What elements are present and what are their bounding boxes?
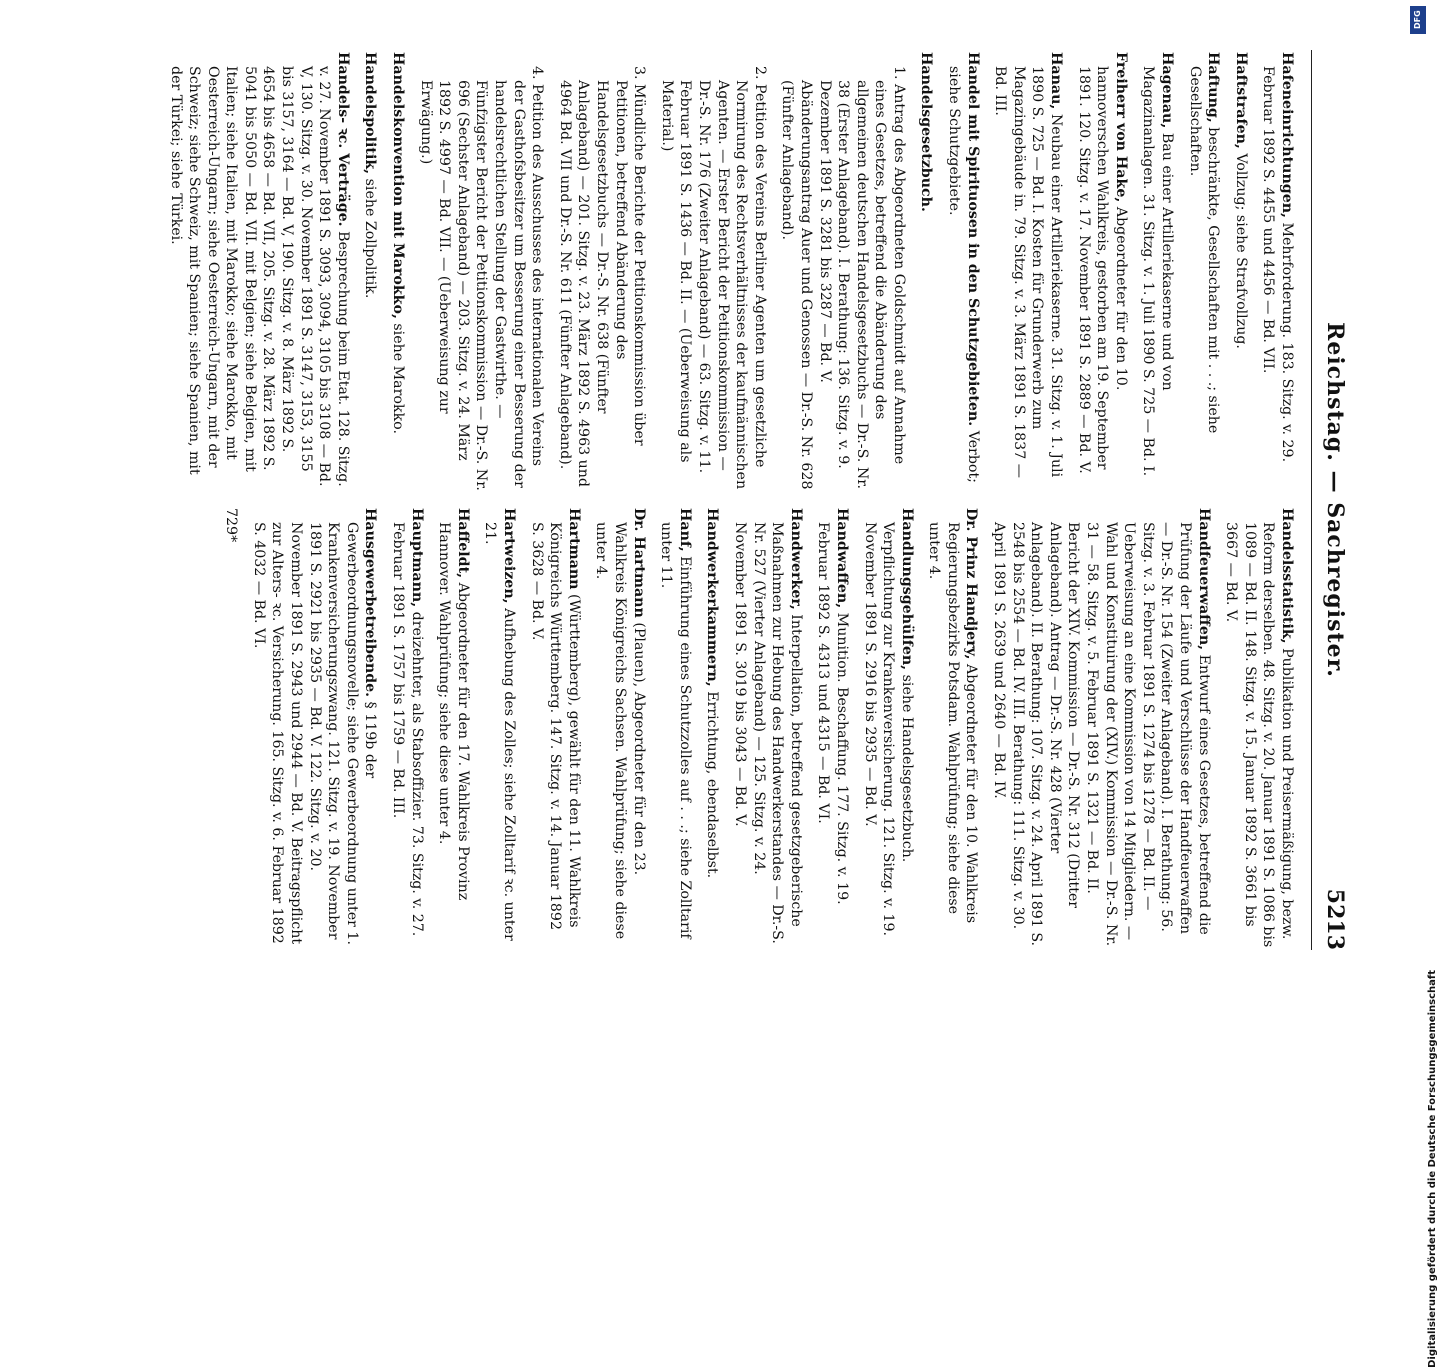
index-entry — [249, 508, 379, 948]
entry-text: Entwurf eines Gesetzes, betreffend die Prüfung der Läufe und Verschlüsse der Handfeuerwaffen — Dr.-S. Nr. 154 (Zweiter Anlageband). I. Berathung: 56. Sitzg. v. 3. Februar 1891 S. 1274 bis 1278 — Bd. II. — Ueberweisung an eine Kommission von 14 Mitgliedern. — Wahl und Konstituirung der (XIV.) Kommission — Dr.-S. Nr. 31 — 58. Sitzg. v. 5. Februar 1891 S. 1321 — Bd. II. Bericht der XIV. Kommission — Dr.-S. Nr. 312 (Dritter Anlageband). Antrag — Dr.-S. Nr. 428 (Vierter Anlageband). II. Berathung: 107. Sitzg. v. 24. April 1891 S. 2548 bis 2554 — Bd. IV. III. Berathung: 111. Sitzg. v. 30. April 1891 S. 2639 und 2640 — Bd. IV. — [991, 522, 1212, 947]
index-entry — [1222, 508, 1296, 948]
entry-keyword: Hanau, — [1048, 52, 1065, 110]
index-entry — [166, 52, 352, 492]
entry-keyword: Handelsgesetzbuch. — [918, 52, 935, 212]
entry-keyword: Hagenau, — [1159, 52, 1176, 129]
entry-keyword: Handlungsgehülfen, — [898, 508, 915, 671]
entry-keyword: Handwerker, — [787, 508, 804, 610]
digitization-note-text: Digitalisierung gefördert durch die Deutsche Forschungsgemeinschaft — [1427, 970, 1438, 1368]
index-entry — [222, 508, 241, 948]
index-entry — [860, 508, 916, 948]
index-entry — [1074, 52, 1130, 492]
index-entry — [435, 508, 472, 948]
entry-text: 1. Antrag des Abgeordneten Goldschmidt auf Annahme eines Gesetzes, betreffend die Abänderung des allgemeinen deutschen Handelsgesetzbuchs — Dr.-S. Nr. 38 (Erster Anlageband). I. Berathung: 136. Sitzg. v. 9. Dezember 1891 S. 3281 bis 3287 — Bd. V. Abänderungsantrag Auer und Genossen — Dr.-S. Nr. 628 (Fünfter Anlageband). — [779, 66, 907, 490]
index-entry — [388, 52, 407, 492]
entry-text: siehe Zollpolitik. — [362, 174, 379, 299]
index-entry — [1185, 52, 1222, 492]
index-entry — [657, 508, 694, 948]
entry-keyword: Handels- ꝛc. Verträge. — [334, 52, 351, 227]
index-entry — [555, 66, 648, 492]
entry-text: Abgeordneter für den 17. Wahlkreis Provinz Hannover. Wahlprüfung; siehe diese unter 4. — [436, 522, 471, 901]
entry-text: Besprechung beim Etat. 128. Sitzg. v. 27. November 1891 S. 3093, 3094, 3105 bis 3108 — Bd. V, 130. Sitzg. v. 30. November 1891 S. 3147, 3153, 3155 bis 3157, 3164 — Bd. V, 190. Sitzg. v. 8. März 1892 S. 4654 bis 4658 — Bd. VII, 205. Sitzg. v. 28. März 1892 S. 5041 bis 5050 — Bd. VII. mit Belgien; siehe Belgien, mit Italien; siehe Italien, mit Marokko; siehe Marokko, mit Oesterreich-Ungarn; siehe Oesterreich-Ungarn, mit der Schweiz; siehe Schweiz, mit Spanien; siehe Spanien, mit der Türkei; siehe Türkei. — [167, 66, 351, 487]
index-entry — [416, 66, 546, 492]
index-entry — [925, 508, 981, 948]
entry-text: Aufhebung des Zolles; siehe Zolltarif ꝛc. unter 21. — [482, 522, 518, 941]
index-entry — [361, 52, 380, 492]
entry-text: Vollzug; siehe Strafvollzug. — [1232, 148, 1249, 349]
entry-text: Errichtung, ebendaselbst. — [704, 686, 721, 879]
left-column — [157, 52, 1296, 492]
entry-keyword: Handelskonvention mit Marokko, — [390, 52, 407, 319]
page-number: 5213 — [1322, 888, 1348, 950]
entry-keyword: Hauptmann, — [408, 508, 425, 608]
entry-text: 4. Petition des Ausschusses des internationalen Vereins der Gasthofsbesitzer um Besserung einer Besserung der handelsrechtlichen Stellung der Gastwirthe. — Fünfzigster Bericht der Petitionskommission — Dr.-S. Nr. 696 (Sechster Anlageband) — 203. Sitzg. v. 24. März 1892 S. 4997 — Bd. VII. — (Ueberweisung zur Erwägung.) — [417, 66, 546, 491]
entry-keyword: Hanf, — [676, 508, 693, 552]
index-entry — [991, 52, 1065, 492]
index-entry — [703, 508, 722, 948]
entry-text: siehe Marokko. — [390, 318, 407, 434]
entry-keyword: Hartweizen, — [501, 508, 518, 604]
entry-keyword: Dr. Hartmann — [630, 508, 647, 618]
index-entry — [1139, 52, 1176, 492]
entry-text: dreizehnter, als Stabsoffizier. 73. Sitzg. v. 27. Februar 1891 S. 1757 bis 1759 — Bd. III. — [390, 522, 425, 937]
entry-text: Bau einer Artilleriekaserne und von Magazinanlagen. 31. Sitzg. v. 1. Juli 1890 S. 725 — Bd. I. — [1140, 66, 1176, 477]
entry-text: Mehrforderung. 183. Sitzg. v. 29. Februar 1892 S. 4455 und 4456 — Bd. VII. — [1260, 66, 1295, 463]
entry-keyword: Hausgewerbetreibende. — [362, 508, 379, 698]
index-entry — [990, 508, 1213, 948]
entry-text: Abgeordneter für den 10. Wahlkreis Regierungsbezirks Potsdam. Wahlprüfung; siehe diese unter 4. — [926, 522, 980, 924]
page-title: Reichstag. — Sachregister. — [1322, 322, 1348, 678]
index-entry — [388, 508, 425, 948]
index-entry — [917, 52, 936, 492]
dfg-logo: DFG — [1410, 6, 1426, 34]
entry-text: Verbot; siehe Schutzgebiete. — [946, 66, 981, 483]
entry-text: Abgeordneter für den 10. hannoverschen Wahlkreis, gestorben am 19. September 1891. 120. Sitzg. v. 17. November 1891 S. 2889 — Bd. V. — [1075, 66, 1129, 474]
entry-keyword: Handfeuerwaffen, — [1195, 508, 1212, 651]
entry-keyword: Haftstrafen, — [1232, 52, 1249, 149]
entry-keyword: Dr. Prinz Handjery, — [963, 508, 980, 660]
index-entry — [730, 508, 804, 948]
entry-keyword: Handelspolitik, — [362, 52, 379, 175]
entry-keyword: Handwerkerkammern, — [704, 508, 721, 687]
right-column — [213, 508, 1296, 948]
header-rule — [1311, 50, 1312, 950]
index-entry — [778, 66, 908, 492]
entry-text: § 119b der Gewerbeordnungsnovelle; siehe Gewerbeordnung unter 1. Krankenversicherungszwang. 121. Sitzg. v. 19. November 1891 S. 2921 bis 2935 — Bd. V. 122. Sitzg. v. 20. November 1891 S. 2943 und 2944 — Bd. V. Beitragspflicht zur Alters- ꝛc. Versicherung. 165. Sitzg. v. 6. Februar 1892 S. 4032 — Bd. VI. — [250, 522, 379, 945]
entry-text: Publikation und Preisermäßigung, bezw. Reform derselben. 48. Sitzg. v. 20. Januar 1891 S. 1086 bis 1089 — Bd. II. 148. Sitzg. v. 15. Januar 1892 S. 3661 bis 3667 — Bd. V. — [1223, 522, 1295, 948]
entry-keyword: Hartmann — [565, 508, 582, 590]
entry-text: beschränkte, Gesellschaften mit . . .; siehe Gesellschaften. — [1186, 66, 1222, 434]
entry-text: Neubau einer Artilleriekaserne. 31. Sitzg. v. 1. Juli 1890 S. 725 — Bd. I. Kosten für Grunderwerb zum Magazingebäude in. 79. Sitzg. v. 3. März 1891 S. 1837 — Bd. III. — [992, 66, 1065, 478]
index-entry — [814, 508, 851, 948]
rotated-page — [66, 30, 1366, 970]
index-entry — [527, 508, 583, 948]
entry-keyword: Haftung, — [1205, 52, 1222, 123]
index-entry — [481, 508, 518, 948]
index-entry — [1259, 52, 1296, 492]
entry-text: 2. Petition des Vereins Berliner Agenten um gesetzliche Normirung des Rechtsverhältnisses der kaufmännischen Agenten. — Erster Bericht der Petitionskommission — Dr.-S. Nr. 176 (Zweiter Anlageband) — 63. Sitzg. v. 11. Februar 1891 S. 1436 — Bd. II. — (Ueberweisung als Material.) — [658, 66, 768, 490]
index-entry — [945, 52, 982, 492]
entry-text: Einführung eines Schutzzolles auf . . .; siehe Zolltarif unter 11. — [658, 522, 693, 939]
entry-text: (Württemberg), gewählt für den 11. Wahlkreis Königreichs Württemberg. 147. Sitzg. v. 14. Januar 1892 S. 3628 — Bd. V. — [528, 522, 582, 930]
entry-text: 3. Mündliche Berichte der Petitionskommission über Petitionen, betreffend Abänderung des Handelsgesetzbuchs — Dr.-S. Nr. 638 (Fünfter Anlageband) — 201. Sitzg. v. 23. März 1892 S. 4963 und 4964 Bd. VII und Dr.-S. Nr. 611 (Fünfter Anlageband). — [556, 66, 648, 487]
index-entry — [592, 508, 648, 948]
index-entry — [657, 66, 769, 492]
page-header — [1308, 50, 1348, 950]
entry-keyword: Haffeldt, — [454, 508, 471, 579]
entry-text: Interpellation, betreffend gesetzgeberische Maßnahmen zur Hebung des Handwerkerstandes — Dr.-S. Nr. 527 (Vierter Anlageband) — 125. Sitzg. v. 24. November 1891 S. 3019 bis 3043 — Bd. V. — [731, 522, 804, 944]
entry-keyword: Freiherr von Hake, — [1112, 52, 1129, 203]
entry-text: (Plauen), Abgeordneter für den 23. Wahlkreis Königreichs Sachsen. Wahlprüfung; siehe diese unter 4. — [593, 522, 647, 940]
entry-text: siehe Handelsgesetzbuch. Verpflichtung zur Krankenversicherung. 121. Sitzg. v. 19. November 1891 S. 2916 bis 2935 — Bd. V. — [861, 522, 915, 937]
entry-keyword: Hafeneinrichtungen, — [1279, 52, 1295, 218]
index-entry — [1231, 52, 1250, 492]
entry-keyword: Handwaffen, — [833, 508, 850, 609]
entry-text: 729* — [223, 508, 240, 543]
entry-keyword: Handelsstatistik, — [1279, 508, 1295, 644]
entry-keyword: Handel mit Spirituosen in den Schutzgebieten. — [964, 52, 981, 427]
entry-text: Munition. Beschaffung. 177. Sitzg. v. 19. Februar 1892 S. 4313 und 4315 — Bd. VI. — [815, 522, 850, 905]
